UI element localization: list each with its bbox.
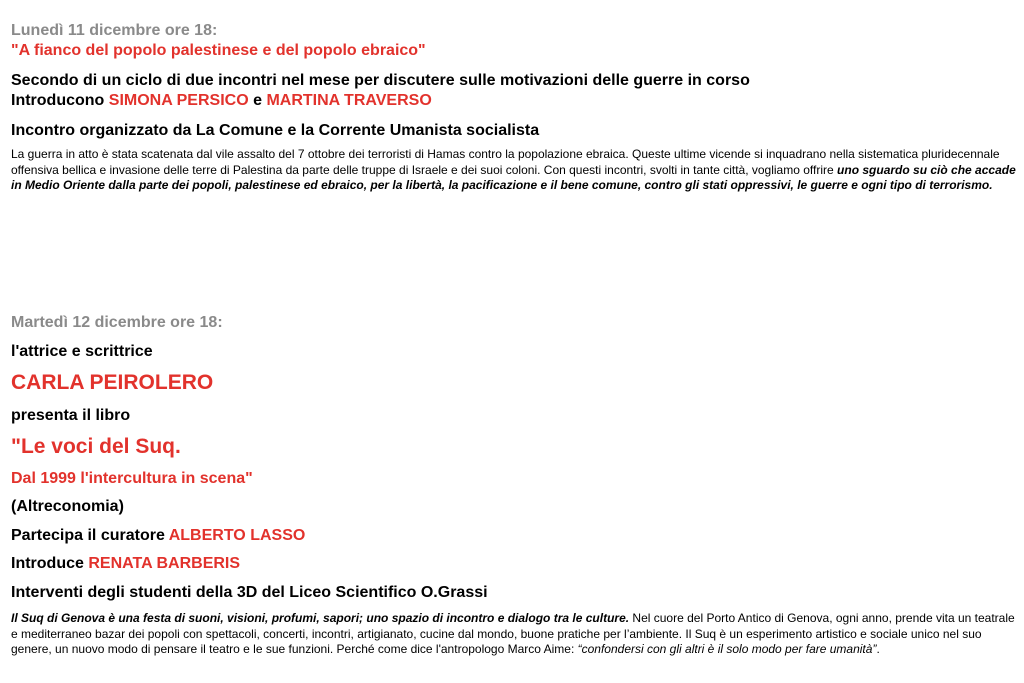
intro-prefix: Introducono — [11, 92, 109, 109]
event2-description — [11, 611, 1016, 658]
event1-subtitle: Secondo di un ciclo di due incontri nel mese per discutere sulle motivazioni delle guerre in corso — [11, 72, 750, 89]
event1-body-emphasis: uno sguardo su ciò che accade in Medio Oriente dalla parte dei popoli, palestinese ed ebraico, per la libertà, la pacificazione e il bene comune, contro gli stati oppressivi, le guerre e ogni tipo di terrorismo. — [11, 162, 1016, 192]
event2-author: CARLA PEIROLERO — [11, 371, 214, 394]
event2-introducer-line — [11, 554, 1016, 573]
intro-conjunction: e — [248, 92, 267, 109]
event2-curator-line — [11, 526, 1016, 545]
event2-date: Martedì 12 dicembre ore 18: — [11, 314, 223, 331]
event2-role: l'attrice e scrittrice — [11, 343, 153, 360]
event1-date: Lunedì 11 dicembre ore 18: — [11, 22, 218, 39]
introducer-renata-barberis: RENATA BARBERIS — [88, 555, 241, 572]
event1-organizer: Incontro organizzato da La Comune e la Corrente Umanista socialista — [11, 122, 540, 139]
event2-body-text: Nel cuore del Porto Antico di Genova, ogni anno, prende vita un teatrale e mediterraneo bazar dei popoli con spettacoli, concerti, incontri, artigianato, cucine dal mondo, buone pratiche per l’ambiente. Il Suq è un esperimento artistico e sociale unico nel suo genere, un nuovo modo di pensare il teatro e le sue funzioni. Perché come dice l'antropologo Marco Aime: — [11, 611, 1015, 656]
event2-body-emphasis: Il Suq di Genova è una festa di suoni, visioni, profumi, sapori; uno spazio di incontro e dialogo tra le culture. — [11, 611, 630, 625]
event1-title: "A fianco del popolo palestinese e del popolo ebraico" — [11, 42, 426, 59]
event2-book-title: "Le voci del Suq. — [11, 435, 181, 458]
speaker-martina-traverso: MARTINA TRAVERSO — [266, 92, 432, 109]
event1-body-text: La guerra in atto è stata scatenata dal vile assalto del 7 ottobre dei terroristi di Hamas contro la popolazione ebraica. Queste ultime vicende si inquadrano nella sistematica pluridecennale offensiva bellica e invasione delle terre di Palestina da parte delle truppe di Israele e dei suoi coloni. Con questi incontri, svolti in tante città, vogliamo offrire — [11, 147, 1000, 177]
event1-introducers — [11, 91, 1016, 111]
event2-quote: “confondersi con gli altri è il solo modo per fare umanità” — [577, 642, 877, 656]
event2-body-end: . — [876, 642, 880, 656]
curator-alberto-lasso: ALBERTO LASSO — [168, 527, 306, 544]
curator-prefix: Partecipa il curatore — [11, 527, 169, 544]
event2-publisher: (Altreconomia) — [11, 498, 124, 515]
speaker-simona-persico: SIMONA PERSICO — [108, 92, 249, 109]
introducer-prefix: Introduce — [11, 555, 89, 572]
event1-description — [11, 147, 1016, 194]
event2-students: Interventi degli studenti della 3D del Liceo Scientifico O.Grassi — [11, 584, 488, 601]
event2-presents: presenta il libro — [11, 407, 131, 424]
event2-book-subtitle: Dal 1999 l'intercultura in scena" — [11, 470, 253, 487]
